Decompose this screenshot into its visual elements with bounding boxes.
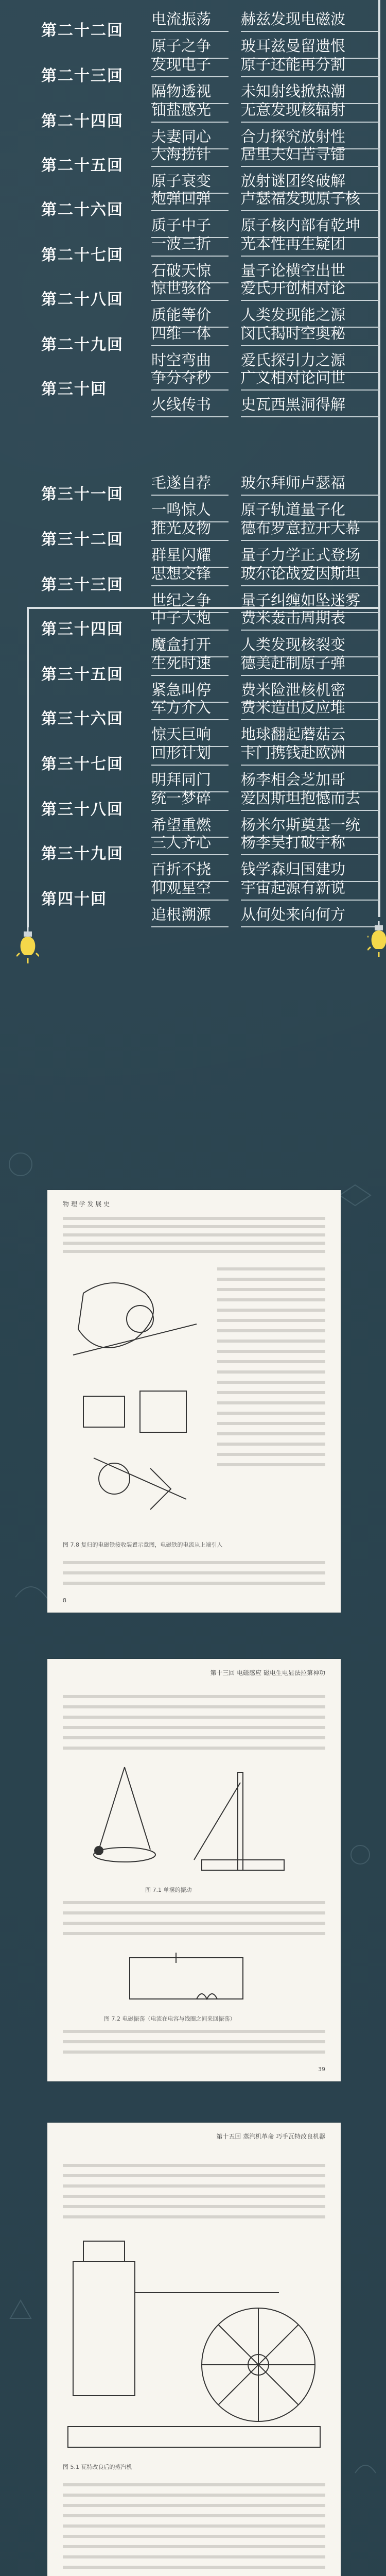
chapter-number: 第二十八回 — [41, 291, 124, 309]
title-line: 紧急叫停 — [151, 679, 229, 703]
chapter-number: 第三十一回 — [41, 485, 124, 503]
title-line: 原子衰变 — [151, 170, 229, 194]
title-line: 德布罗意拉开大幕 — [241, 517, 380, 541]
chapter-title-left — [151, 367, 229, 420]
title-line: 卢瑟福发现原子核 — [241, 188, 380, 211]
title-line: 放射谜团终破解 — [241, 170, 380, 194]
chapter-row — [0, 874, 386, 941]
title-line: 三人齐心 — [151, 832, 229, 855]
title-line: 惊世骇俗 — [151, 277, 229, 301]
title-line: 回形计划 — [151, 742, 229, 766]
title-line: 广义相对论问世 — [241, 367, 380, 391]
chapter-title-left — [151, 877, 229, 930]
pendulum-illustration — [68, 1762, 320, 1880]
title-line: 未知射线掀热潮 — [241, 80, 380, 104]
figure-caption: 图 7.1 单摆的振动 — [145, 1887, 192, 1893]
chapter-number: 第三十四回 — [41, 620, 124, 638]
title-line: 夫妻同心 — [151, 126, 229, 149]
title-line: 光本性再生疑团 — [241, 233, 380, 257]
title-line: 量子力学正式登场 — [241, 544, 380, 568]
table-of-contents — [0, 0, 386, 1133]
chapter-number: 第二十五回 — [41, 157, 124, 175]
title-line: 生死时速 — [151, 652, 229, 676]
title-line: 魔盒打开 — [151, 634, 229, 657]
chapter-number: 第三十九回 — [41, 845, 124, 863]
page-number: 39 — [318, 2066, 325, 2073]
figure-caption: 图 5.1 瓦特改良后的蒸汽机 — [63, 2464, 132, 2470]
title-line: 希望重燃 — [151, 814, 229, 838]
title-line: 一波三折 — [151, 233, 229, 257]
title-line: 追根溯源 — [151, 904, 229, 927]
title-line: 玻耳兹曼留遗恨 — [241, 35, 380, 59]
title-line: 史瓦西黑洞得解 — [241, 394, 380, 417]
chapter-number: 第三十五回 — [41, 666, 124, 684]
title-line: 玻尔拜师卢瑟福 — [241, 472, 380, 496]
figure-caption: 图 7.8 复归的电磁铁接收装置示意图，电磁铁的电流从上端引入 — [63, 1541, 223, 1548]
title-line: 百折不挠 — [151, 858, 229, 882]
title-line: 中子大炮 — [151, 607, 229, 631]
title-line: 军方介入 — [151, 697, 229, 720]
title-line: 闵氏揭时空奥秘 — [241, 323, 380, 346]
chapter-number: 第二十九回 — [41, 336, 124, 354]
book-page-1 — [47, 1190, 341, 1613]
chapter-number: 第三十回 — [41, 380, 107, 398]
page-header: 第十三回 电磁感应 磁电生电显法拉第神功 — [210, 1669, 325, 1676]
title-line: 卡门携钱赴欧洲 — [241, 742, 380, 766]
title-line: 毛遂自荐 — [151, 472, 229, 496]
chapter-number: 第二十六回 — [41, 201, 124, 219]
title-line: 一鸣惊人 — [151, 499, 229, 522]
title-line: 发现电子 — [151, 54, 229, 77]
chapter-number: 第三十二回 — [41, 531, 124, 549]
title-line: 统一梦碎 — [151, 787, 229, 811]
title-line: 人类发现能之源 — [241, 304, 380, 328]
title-line: 人类发现核裂变 — [241, 634, 380, 657]
title-line: 爱氏开创相对论 — [241, 277, 380, 301]
book-page-2 — [47, 1659, 341, 2081]
title-line: 原子轨道量子化 — [241, 499, 380, 522]
chapter-number: 第二十二回 — [41, 22, 124, 40]
chapter-title-right — [241, 367, 380, 420]
chapter-number: 第二十七回 — [41, 246, 124, 264]
chapter-number: 第三十三回 — [41, 576, 124, 594]
title-line: 时空弯曲 — [151, 349, 229, 373]
title-line: 玻尔论战爱因斯坦 — [241, 563, 380, 586]
title-line: 地球翻起蘑菇云 — [241, 723, 380, 747]
chapter-number: 第三十七回 — [41, 755, 124, 773]
page-number: 8 — [63, 1597, 66, 1604]
title-line: 量子论横空出世 — [241, 260, 380, 283]
apparatus-illustration — [63, 1262, 217, 1530]
lightbulb-icon — [16, 927, 39, 964]
figure-caption: 图 7.2 电磁振荡（电流在电容与线圈之间来回振荡） — [104, 2015, 236, 2022]
circuit-illustration — [119, 1947, 253, 2009]
title-line: 费米轰击周期表 — [241, 607, 380, 631]
title-line: 火线传书 — [151, 394, 229, 417]
title-line: 费米险泄核机密 — [241, 679, 380, 703]
title-line: 原子核内部有乾坤 — [241, 214, 380, 238]
steam-engine-illustration — [63, 2231, 325, 2458]
title-line: 德美赶制原子弹 — [241, 652, 380, 676]
title-line: 赫兹发现电磁波 — [241, 8, 380, 32]
chapter-number: 第三十六回 — [41, 710, 124, 728]
title-line: 钱学森归国建功 — [241, 858, 380, 882]
title-line: 惊天巨响 — [151, 723, 229, 747]
title-line: 隔物透视 — [151, 80, 229, 104]
title-line: 宇宙起源有新说 — [241, 877, 380, 901]
title-line: 推光及物 — [151, 517, 229, 541]
title-line: 铀盐感光 — [151, 99, 229, 123]
title-line: 质能等价 — [151, 304, 229, 328]
title-line: 量子纠缠如坠迷雾 — [241, 589, 380, 613]
title-line: 原子还能再分割 — [241, 54, 380, 77]
title-line: 大海捞针 — [151, 143, 229, 167]
chapter-row — [0, 364, 386, 431]
title-line: 炮弹回弹 — [151, 188, 229, 211]
title-line: 群星闪耀 — [151, 544, 229, 568]
title-line: 杨李相会芝加哥 — [241, 769, 380, 792]
title-line: 明拜同门 — [151, 769, 229, 792]
title-line: 杨李吴打破宇称 — [241, 832, 380, 855]
page-header: 第十五回 蒸汽机革命 巧手瓦特改良机器 — [216, 2133, 325, 2140]
title-line: 杨米尔斯奠基一统 — [241, 814, 380, 838]
title-line: 四维一体 — [151, 323, 229, 346]
title-line: 无意发现核辐射 — [241, 99, 380, 123]
title-line: 质子中子 — [151, 214, 229, 238]
chapter-title-right — [241, 877, 380, 930]
title-line: 电流振荡 — [151, 8, 229, 32]
title-line: 爱氏探引力之源 — [241, 349, 380, 373]
title-line: 爱因斯坦抱憾而去 — [241, 787, 380, 811]
title-line: 石破天惊 — [151, 260, 229, 283]
title-line: 原子之争 — [151, 35, 229, 59]
lightbulb-icon — [367, 921, 386, 958]
title-line: 居里夫妇苦寻镭 — [241, 143, 380, 167]
book-page-3 — [47, 2123, 341, 2576]
title-line: 世纪之争 — [151, 589, 229, 613]
chapter-number: 第四十回 — [41, 890, 107, 908]
chapter-number: 第二十三回 — [41, 67, 124, 85]
chapter-number: 第三十八回 — [41, 801, 124, 819]
title-line: 合力探究放射性 — [241, 126, 380, 149]
title-line: 费米造出反应堆 — [241, 697, 380, 720]
chapter-number: 第二十四回 — [41, 112, 124, 130]
title-line: 从何处来向何方 — [241, 904, 380, 927]
title-line: 争分夺秒 — [151, 367, 229, 391]
page-header: 物 理 学 发 展 史 — [63, 1200, 110, 1208]
title-line: 仰观星空 — [151, 877, 229, 901]
title-line: 思想交锋 — [151, 563, 229, 586]
